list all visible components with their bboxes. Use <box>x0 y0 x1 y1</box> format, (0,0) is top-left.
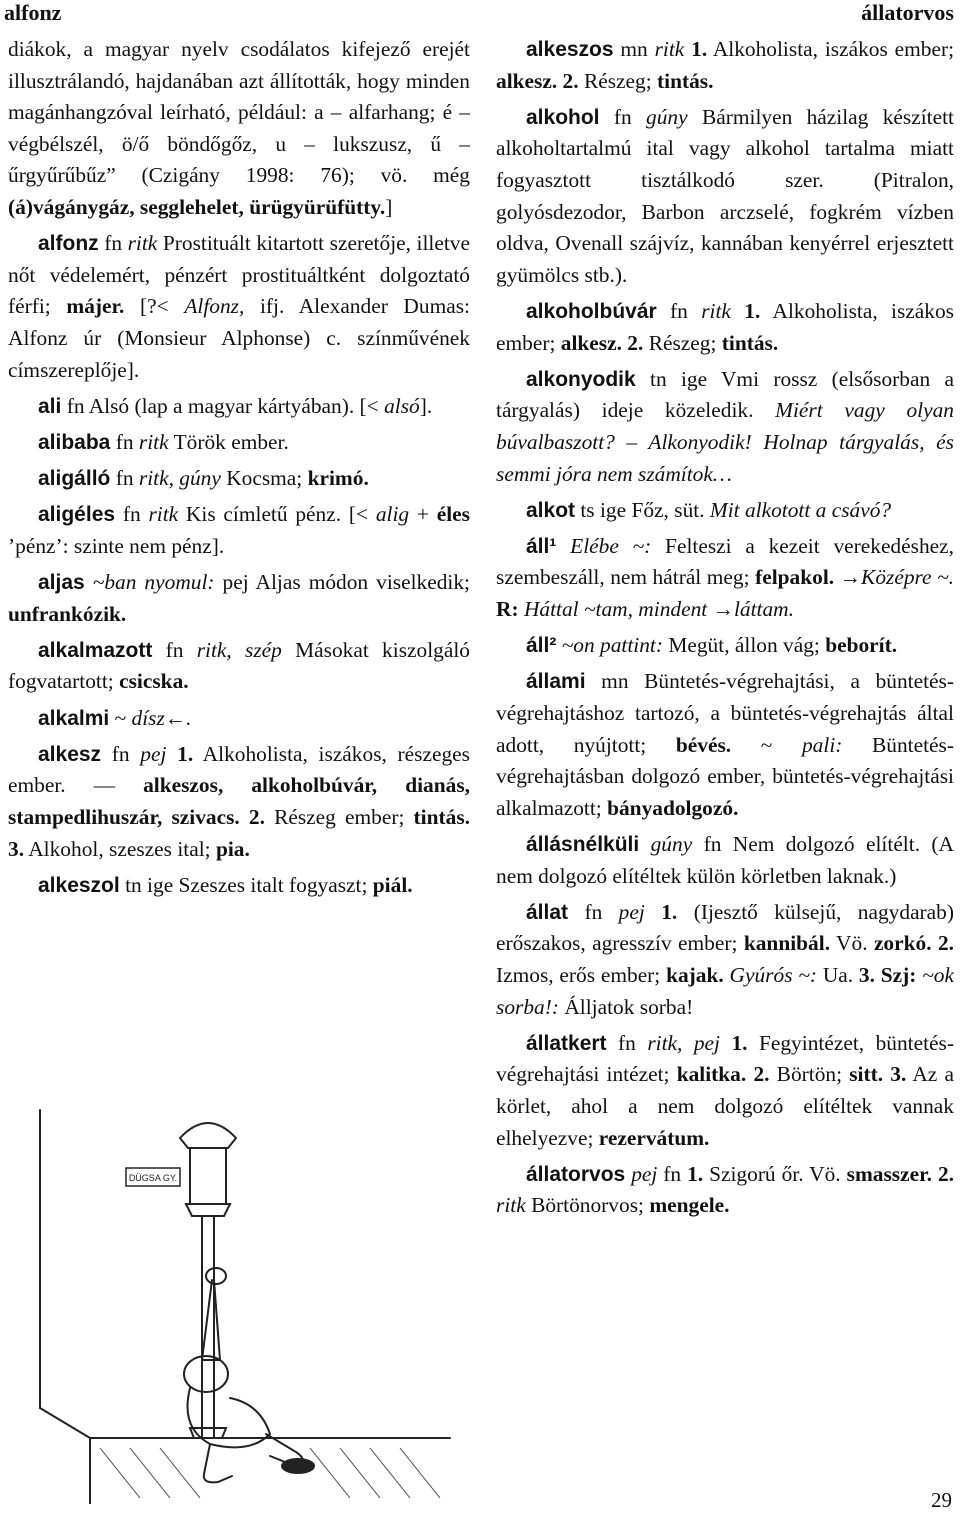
headword: állat <box>526 900 569 924</box>
bold-term: R: <box>496 597 519 622</box>
bold-term: pia. <box>215 836 250 861</box>
bold-term: 3. <box>8 836 25 861</box>
definition-text <box>731 299 744 323</box>
italic-label: gúny <box>650 832 693 856</box>
left-entry <box>8 391 470 423</box>
definition-text: Török ember. <box>168 429 289 454</box>
right-entry <box>496 34 954 97</box>
hand-icon <box>206 1268 226 1284</box>
definition-text: ] <box>385 194 393 219</box>
definition-text: Börtön; <box>769 1062 850 1087</box>
left-entry <box>8 34 470 224</box>
left-entry <box>8 567 470 630</box>
definition-text: mn <box>613 37 655 61</box>
definition-text: Alkohol, szeszes ital; <box>24 836 216 861</box>
bold-term: 1. <box>744 298 761 323</box>
headword: állami <box>526 670 586 694</box>
left-entry <box>8 635 470 698</box>
bold-term: csicska. <box>119 669 189 694</box>
definition-text: fn <box>656 298 702 323</box>
definition-text <box>85 570 93 594</box>
definition-text: Alkoholista, iszákos, részeges ember. — <box>8 741 471 798</box>
italic-label: ritk, pej <box>647 1030 720 1055</box>
left-entry <box>8 870 470 902</box>
bold-term: krimó. <box>307 466 369 491</box>
lamp-glass <box>190 1148 226 1204</box>
headword: alkesz <box>38 742 102 766</box>
headword: aligálló <box>38 467 111 491</box>
definition-text: fn <box>568 899 619 924</box>
bold-term: zorkó. 2. <box>873 931 954 956</box>
italic-label: Alfonz, <box>184 294 245 319</box>
definition-text: Felteszi a kezeit verekedéshez, szembeszáll, nem hátrál meg; <box>496 533 954 590</box>
definition-text: Részeg; <box>643 330 722 355</box>
italic-label: Elébe ~: <box>570 533 652 558</box>
definition-text: ]. <box>419 393 433 418</box>
headword: alkeszos <box>526 38 614 61</box>
italic-label: pej <box>631 1161 658 1186</box>
definition-text <box>720 1031 731 1055</box>
definition-text: fn <box>599 104 647 129</box>
right-entry <box>496 666 954 824</box>
header-last-entry: állatorvos <box>861 0 954 25</box>
definition-text: Börtönorvos; <box>525 1193 650 1218</box>
bold-term: 1. <box>691 37 708 61</box>
definition-text: Alkoholista, iszákos ember; <box>496 298 954 355</box>
definition-text: Részeg; <box>578 68 658 93</box>
headword: áll² <box>526 634 557 658</box>
headword: alkeszol <box>38 873 120 897</box>
definition-text: fn <box>110 466 139 491</box>
headword: alkohol <box>526 105 600 129</box>
right-entry <box>496 296 954 359</box>
italic-label: pej <box>618 899 645 924</box>
italic-label: Gyúrós ~: <box>729 962 818 987</box>
left-entry <box>8 703 470 735</box>
italic-label: ~on pattint: <box>561 633 663 658</box>
street-sign-text: DÜGSA GY. <box>128 1173 178 1183</box>
definition-text: Szigorú őr. Vö. <box>703 1161 847 1186</box>
definition-text <box>166 742 177 766</box>
left-entry <box>8 463 470 495</box>
italic-label: Mit alkotott a csávó? <box>709 497 892 522</box>
right-column <box>496 34 954 1227</box>
bold-term: 2. <box>753 1062 770 1087</box>
definition-text: Fegyintézet, büntetés-végrehajtási intézet; <box>496 1030 954 1087</box>
left-column <box>8 34 470 906</box>
definition-text: fn <box>152 637 197 662</box>
headword: alkot <box>526 498 576 522</box>
definition-text: Kocsma; <box>220 466 308 491</box>
definition-text: fn Alsó (lap a magyar kártyában). [< <box>61 393 385 418</box>
definition-text: Bármilyen házilag készített alkoholtartalmú ital vagy alkohol tartalma miatt fogyasztott tisztálkodó szer. (Pitralon, golyósdezodor, Barbon arczselé, fogkrém vízben oldva, Ovenall szájvíz, kannában kenyérrel erjesztett gyümölcs stb.). <box>496 104 954 287</box>
definition-text: Az a körlet, ahol a nem dolgozó elítéltek vannak elhelyezve; <box>496 1062 954 1150</box>
bold-term: tintás. <box>413 805 470 829</box>
definition-text: ~ <box>109 705 132 730</box>
italic-label: ritk, gúny <box>138 466 221 491</box>
bold-term: kajak. <box>666 962 724 987</box>
definition-text: Alkoholista, iszákos ember; <box>707 37 955 61</box>
headword: alibaba <box>38 430 111 454</box>
left-entry <box>8 427 470 459</box>
headword: aljas <box>38 571 85 595</box>
definition-text: (Ijesztő külsejű, nagydarab) erőszakos, agresszív ember; <box>496 899 954 956</box>
definition-text: Megüt, állon vág; <box>663 633 826 658</box>
bold-term: alkesz. 2. <box>496 68 579 93</box>
definition-text: Prostituált kitartott szeretője, illetve nőt védelemért, pénzért prostituáltként dolgoztató férfi; <box>8 231 470 319</box>
definition-text: mn Büntetés-végrehajtási, a büntetés-végrehajtáshoz tartozó, a büntetés-végrehajtás által adott, nyújtott; <box>496 669 954 757</box>
bold-term: 3. Szj: <box>858 962 917 987</box>
right-entry <box>496 1159 954 1222</box>
bold-term: 1. <box>661 899 678 924</box>
headword: áll¹ <box>526 534 557 558</box>
bold-term: kalitka. <box>676 1062 747 1087</box>
definition-text: Vö. <box>830 931 874 956</box>
right-entry <box>496 1028 954 1154</box>
left-entry <box>8 739 470 865</box>
left-entry <box>8 228 470 386</box>
definition-text: diákok, a magyar nyelv csodálatos kifejező erejét illusztrálandó, hajdanában azt állították, hogy minden magánhangzóval leírható, például: a – alfarhang; é – végbélszél, ö/ő böndőgőz, u – lukszusz, ű – űrgyűrűbűz” (Czigány 1998: 76); vö. még <box>8 37 470 188</box>
bold-term: kannibál. <box>743 931 831 956</box>
italic-label: alig <box>375 502 410 527</box>
definition-text: tn ige Szeszes italt fogyaszt; <box>119 872 373 897</box>
cartoon-illustration <box>30 1108 470 1504</box>
italic-label: pej <box>140 741 167 766</box>
bold-term: 1. <box>177 741 194 766</box>
italic-label: pali: <box>801 732 843 757</box>
bold-term: beborít. <box>825 633 898 658</box>
right-entry <box>496 897 954 1023</box>
bold-term: éles <box>436 502 470 527</box>
bold-term: 1. <box>731 1030 748 1055</box>
definition-text: fn <box>110 429 139 454</box>
headword: alkoholbúvár <box>526 299 657 323</box>
running-header <box>0 0 960 34</box>
head <box>184 1356 228 1392</box>
header-first-entry: alfonz <box>4 0 62 25</box>
definition-text: pej Aljas módon viselkedik; <box>214 570 470 595</box>
italic-label: dísz←. <box>131 705 192 730</box>
left-entry <box>8 499 470 562</box>
italic-label: gúny <box>646 104 688 129</box>
right-entry <box>496 829 954 892</box>
definition-text <box>240 805 249 829</box>
bold-term: alkeszos, alkoholbúvár, dianás, stampedlihuszár, szivacs. <box>8 773 470 829</box>
definition-text: ts ige Főz, süt. <box>575 497 710 522</box>
right-entry <box>496 630 954 662</box>
definition-text: fn <box>657 1161 688 1186</box>
definition-text: + <box>409 502 437 527</box>
italic-label: ritk <box>138 429 169 454</box>
headword: állatkert <box>526 1031 607 1055</box>
definition-text: Másokat kiszolgáló fogvatartott; <box>8 637 470 694</box>
italic-label: ~ok sorba!: <box>496 962 954 1019</box>
headword: alkalmazott <box>38 638 153 662</box>
definition-text: fn Nem dolgozó elítélt. (A nem dolgozó elítéltek külön körletben laknak.) <box>496 832 954 888</box>
italic-label: ritk <box>496 1193 526 1218</box>
definition-text: Álljatok sorba! <box>558 994 694 1019</box>
italic-label: ritk <box>127 231 158 256</box>
headword: állásnélküli <box>526 833 640 856</box>
definition-text: [?< <box>124 294 185 319</box>
definition-text: Izmos, erős ember; <box>496 962 667 987</box>
bold-term: bévés. <box>675 732 732 757</box>
headword: állatorvos <box>526 1162 626 1186</box>
right-entry <box>496 102 954 292</box>
italic-label: ritk <box>148 502 179 527</box>
bold-term: rezervátum. <box>598 1125 710 1150</box>
bold-term: 1. <box>687 1161 704 1186</box>
definition-text: ifj. Alexander Dumas: Alfonz úr (Monsieur Alphonse) c. színművének címszereplője]. <box>8 294 470 382</box>
right-entry <box>496 495 954 527</box>
italic-label: →Középre ~. <box>839 565 954 590</box>
bold-term: májer. <box>66 294 125 319</box>
bold-term: alkesz. 2. <box>560 330 644 355</box>
bottle-icon <box>282 1459 314 1473</box>
bold-term: 2. <box>248 805 265 829</box>
lamp-top <box>180 1123 236 1148</box>
bold-term: piál. <box>372 872 413 897</box>
definition-text: ’pénz’: szinte nem pénz]. <box>8 533 225 558</box>
headword: ali <box>38 394 62 418</box>
bold-term: felpakol. <box>755 565 835 590</box>
italic-label: Miért vagy olyan búvalbaszott? – Alkonyodik! Holnap tárgyalás, és semmi jóra nem számítok… <box>496 398 955 486</box>
definition-text: fn <box>101 741 141 766</box>
bold-term: bányadolgozó. <box>607 795 739 820</box>
definition-text <box>556 534 570 558</box>
arm <box>202 1280 220 1360</box>
headword: aligéles <box>38 503 116 527</box>
italic-label: ritk <box>654 37 685 61</box>
definition-text <box>645 900 661 924</box>
definition-text: ~ <box>731 732 802 757</box>
definition-text: fn <box>115 502 149 527</box>
definition-text: Részeg ember; <box>264 805 414 829</box>
italic-label: ritk <box>701 298 731 323</box>
definition-text <box>639 832 650 856</box>
bold-term: unfrankózik. <box>8 601 127 626</box>
bold-term: smasszer. 2. <box>846 1161 954 1186</box>
italic-label: alsó <box>384 393 420 418</box>
italic-label: ritk, szép <box>196 637 282 662</box>
bold-term: tintás. <box>721 330 779 355</box>
bold-term: (á)vágánygáz, segglehelet, ürügyürüfütty. <box>8 194 386 219</box>
definition-text: Büntetés-végrehajtásban dolgozó ember, büntetés-végrehajtási alkalmazott; <box>496 732 954 820</box>
definition-text: fn <box>606 1030 648 1055</box>
headword: alfonz <box>38 232 99 256</box>
definition-text: tn ige Vmi rossz (elsősorban a tárgyalás) ideje közeledik. <box>496 366 954 423</box>
headword: alkonyodik <box>526 367 636 391</box>
headword: alkalmi <box>38 706 110 730</box>
definition-text: Ua. <box>817 962 859 987</box>
right-entry <box>496 364 954 490</box>
definition-text: fn <box>98 231 128 256</box>
page-number: 29 <box>931 1488 952 1512</box>
italic-label: ~ban nyomul: <box>92 570 215 595</box>
bold-term: sitt. 3. <box>849 1062 907 1087</box>
bold-term: mengele. <box>649 1193 730 1218</box>
italic-label: Háttal ~tam, mindent →láttam. <box>523 597 794 622</box>
bold-term: tintás. <box>657 68 714 93</box>
definition-text: Kis címletű pénz. [< <box>178 502 376 527</box>
right-entry <box>496 531 954 626</box>
